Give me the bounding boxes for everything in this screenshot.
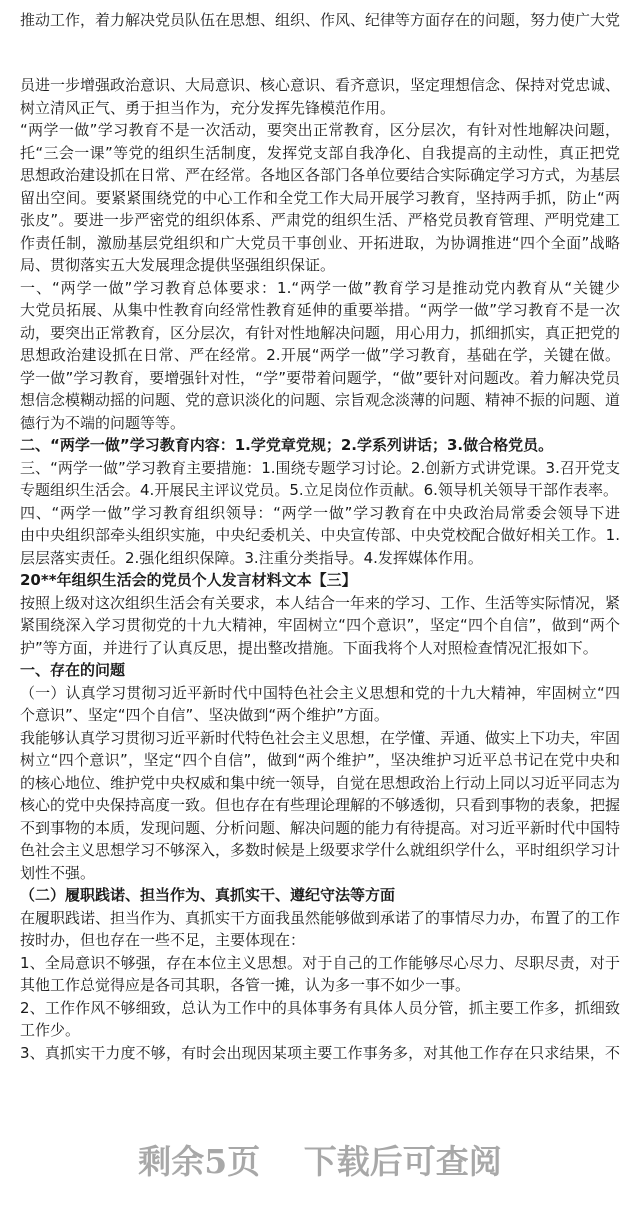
text-line: 一、存在的问题 — [20, 661, 126, 679]
text-line: 留出空间。要紧紧围绕党的中心工作和全党工作大局开展学习教育，坚持两手抓，防止“两 — [20, 188, 620, 207]
paragraph — [20, 907, 620, 952]
text-line: 思想政治建设抓在日常、严在经常。各地区各部门各单位要结合实际确定学习方式，为基层 — [20, 166, 620, 184]
heading — [20, 884, 620, 907]
download-prompt[interactable] — [0, 1136, 640, 1183]
text-line: 局、贯彻落实五大发展理念提供坚强组织保证。 — [20, 256, 336, 274]
document-body — [20, 74, 620, 1064]
remaining-pages-label: 剩余5页 — [138, 1142, 261, 1181]
text-line: 二、“两学一做”学习教育内容：1.学党章党规；2.学系列讲话；3.做合格党员。 — [20, 436, 554, 454]
paragraph — [20, 9, 620, 32]
text-line: 张皮”。要进一步严密党的组织体系、严肃党的组织生活、严格党员教育管理、严明党建工 — [20, 211, 620, 229]
text-line: 员进一步增强政治意识、大局意识、核心意识、看齐意识，坚定理想信念、保持对党忠诚、 — [20, 76, 620, 94]
text-line: 1、全局意识不够强，存在本位主义思想。对于自己的工作能够尽心尽力、尽职尽责，对于 — [20, 953, 620, 972]
text-line: 动，要突出正常教育，区分层次，有针对性地解决问题，用心用力，抓细抓实，真正把党的 — [20, 323, 620, 342]
text-line: 德行为不端的问题等等。 — [20, 413, 186, 432]
text-line: 大党员拓展、从集中性教育向经常性教育延伸的重要举措。“两学一做”学习教育不是一次 — [20, 301, 620, 319]
text-line: 个意识”、坚定“四个自信”、坚决做到“两个维护”方面。 — [20, 706, 389, 724]
text-line: 20**年组织生活会的党员个人发言材料文本【三】 — [20, 571, 357, 589]
paragraph — [20, 1042, 620, 1065]
text-line: 树立“四个意识”，坚定“四个自信”，做到“两个维护”，坚决维护习近平总书记在党中央和 — [20, 751, 620, 769]
text-line: 托“三会一课”等党的组织生活制度，发挥党支部自我净化、自我提高的主动性，真正把党 — [20, 143, 620, 162]
paragraph — [20, 277, 620, 435]
text-line: 树立清风正气、勇于担当作为，充分发挥先锋模范作用。 — [20, 98, 396, 117]
text-line: 想信念模糊动摇的问题、党的意识淡化的问题、宗旨观念淡薄的问题、精神不振的问题、道 — [20, 391, 620, 409]
text-line: 学一做”学习教育，要增强针对性，“学”要带着问题学，“做”要针对问题改。着力解决党员 — [20, 368, 620, 387]
text-line: 2、工作作风不够细致，总认为工作中的具体事务有具体人员分管，抓主要工作多，抓细致 — [20, 998, 620, 1017]
text-line: 按时办，但也存在一些不足，主要体现在： — [20, 931, 306, 949]
paragraph — [20, 727, 620, 885]
text-line: 三、“两学一做”学习教育主要措施：1.围绕专题学习讨论。2.创新方式讲党课。3.召开党支 — [20, 458, 620, 477]
paragraph — [20, 682, 620, 727]
text-line: 推动工作，着力解决党员队伍在思想、组织、作风、纪律等方面存在的问题，努力使广大党 — [20, 11, 620, 29]
text-line: 划性不强。 — [20, 863, 96, 882]
text-line: 层层落实责任。2.强化组织保障。3.注重分类指导。4.发挥媒体作用。 — [20, 548, 483, 567]
text-line: 护”等方面，并进行了认真反思，提出整改措施。下面我将个人对照检查情况汇报如下。 — [20, 638, 598, 657]
text-line: 的核心地位、维护党中央权威和集中统一领导，自觉在思想政治上行动上同以习近平同志为 — [20, 773, 620, 792]
text-line: 色社会主义思想学习不够深入，多数时候是上级要求学什么就组织学什么，平时组织学习计 — [20, 841, 620, 859]
text-line: 专题组织生活会。4.开展民主评议党员。5.立足岗位作贡献。6.领导机关领导干部作表率。 — [20, 481, 618, 499]
text-line: 3、真抓实干力度不够，有时会出现因某项主要工作事务多，对其他工作存在只求结果，不 — [20, 1043, 620, 1062]
heading — [20, 569, 620, 592]
text-line: 四、“两学一做”学习教育组织领导：“两学一做”学习教育在中央政治局常委会领导下进 — [20, 503, 620, 522]
download-to-read-label[interactable]: 下载后可查阅 — [303, 1142, 502, 1181]
paragraph — [20, 457, 620, 502]
paragraph — [20, 119, 620, 277]
text-line: 作责任制，激励基层党组织和广大党员干事创业、开拓进取，为协调推进“四个全面”战略 — [20, 233, 620, 252]
text-line: 在履职践诺、担当作为、真抓实干方面我虽然能够做到承诺了的事情尽力办，布置了的工作 — [20, 908, 620, 927]
heading — [20, 659, 620, 682]
text-line: 紧围绕深入学习贯彻党的十九大精神，牢固树立“四个意识”，坚定“四个自信”，做到“两个 — [20, 616, 620, 634]
text-line: 核心的党中央保持高度一致。但也存在有些理论理解的不够透彻，只看到事物的表象，把握 — [20, 796, 620, 814]
text-line: 其他工作总觉得应是各司其职，各管一摊，认为多一事不如少一事。 — [20, 976, 471, 994]
text-line: 不到事物的本质，发现问题、分析问题、解决问题的能力有待提高。对习近平新时代中国特 — [20, 818, 620, 837]
paragraph — [20, 74, 620, 119]
document-top-fragment — [20, 9, 620, 32]
heading — [20, 434, 620, 457]
text-line: （二）履职践诺、担当作为、真抓实干、遵纪守法等方面 — [20, 886, 396, 904]
paragraph — [20, 997, 620, 1042]
text-line: 按照上级对这次组织生活会有关要求，本人结合一年来的学习、工作、生活等实际情况，紧 — [20, 593, 620, 612]
text-line: 一、“两学一做”学习教育总体要求：1.“两学一做”教育学习是推动党内教育从“关键少 — [20, 278, 620, 297]
text-line: 我能够认真学习贯彻习近平新时代特色社会主义思想，在学懂、弄通、做实上下功夫，牢固 — [20, 728, 620, 747]
text-line: 由中央组织部牵头组织实施，中央纪委机关、中央宣传部、中央党校配合做好相关工作。1. — [20, 526, 620, 544]
paragraph — [20, 952, 620, 997]
text-line: （一）认真学习贯彻习近平新时代中国特色社会主义思想和党的十九大精神，牢固树立“四 — [20, 683, 620, 702]
paragraph — [20, 592, 620, 660]
paragraph — [20, 502, 620, 570]
text-line: 思想政治建设抓在日常、严在经常。2.开展“两学一做”学习教育，基础在学，关键在做。 — [20, 346, 620, 364]
text-line: “两学一做”学习教育不是一次活动，要突出正常教育，区分层次，有针对性地解决问题， — [20, 121, 620, 139]
text-line: 工作少。 — [20, 1021, 81, 1039]
